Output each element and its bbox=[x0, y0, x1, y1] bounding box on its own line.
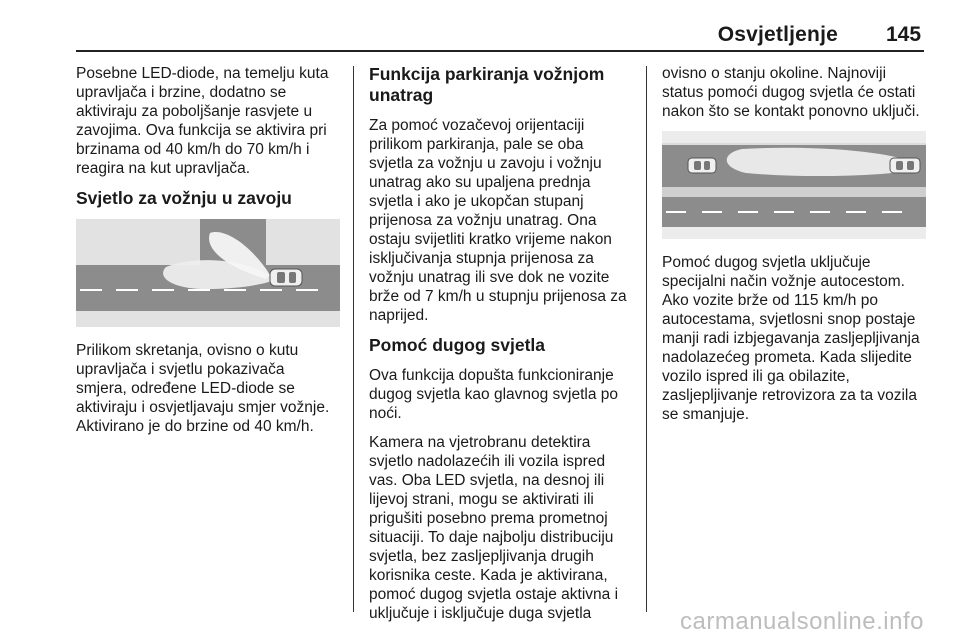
paragraph-cornering-intro: Posebne LED-diode, na temelju kuta upravljača i brzine, dodatno se aktiviraju za poboljšanje rasvjete u zavojima. Ova funkcija se aktivira pri brzinama od 40 km/h do 70 km/h i reagira na kut upravljača. bbox=[76, 65, 329, 177]
heading-reverse-parking: Funkcija parkiranja vožnjom unatrag bbox=[369, 64, 605, 105]
turning-light-illustration bbox=[76, 219, 340, 327]
motorway-mode-illustration bbox=[662, 131, 926, 239]
paragraph-camera-detection: Kamera na vjetrobranu detektira svjetlo nadolazećih ili vozila ispred vas. Oba LED svjetla, na desnoj ili lijevoj strani, mogu se aktivirati ili prigušiti posebno prema prometnoj situaciji. To daje najbolju distribuciju svjetla, bez zasljepljivanja drugih korisnika ceste. Kada je aktivirana, pomoć dugog svjetla ostaje aktivna i uključuje i isključuje duga svjetla bbox=[369, 434, 619, 622]
heading-turning-light: Svjetlo za vožnju u zavoju bbox=[76, 188, 292, 208]
heading-high-beam-assist: Pomoć dugog svjetla bbox=[369, 335, 545, 355]
paragraph-turning-light: Prilikom skretanja, ovisno o kutu upravljača i svjetlu pokazivača smjera, određene LED-diode se aktiviraju i osvjetljavaju smjer vožnje. Aktivirano je do brzine od 40 km/h. bbox=[76, 342, 330, 435]
watermark: carmanualsonline.info bbox=[680, 608, 924, 635]
header-rule bbox=[76, 50, 924, 52]
paragraph-motorway-mode: Pomoć dugog svjetla uključuje specijalni način vožnje autocestom. Ako vozite brže od 115 km/h po autocestama, svjetlosni snop postaje manji radi izbjegavanja zasljepljivanja nadolazećeg prometa. Kada slijedite vozilo ispred ili ga obilazite, zasljepljivanje retrovizora za ta vozila se smanjuje. bbox=[662, 254, 920, 423]
column-1 bbox=[76, 64, 348, 446]
paragraph-high-beam-intro: Ova funkcija dopušta funkcioniranje dugog svjetla kao glavnog svjetla po noći. bbox=[369, 367, 619, 422]
column-3 bbox=[662, 64, 934, 434]
paragraph-reverse-parking: Za pomoć vozačevoj orijentaciji prilikom parkiranja, pale se oba svjetla za vožnju u zavoju i vožnju unatrag ako su upaljena prednja svjetla i ako je ukopčan stupanj prijenosa za vožnju unatrag. Ona ostaju svijetliti kratko vrijeme nakon isključivanja stupnja prijenosa za vožnju unatrag ili sve dok ne vozite brže od 7 km/h u stupnju prijenosa za naprijed. bbox=[369, 117, 627, 324]
column-divider-2 bbox=[646, 66, 647, 612]
column-2 bbox=[369, 64, 641, 633]
paragraph-status-retained: ovisno o stanju okoline. Najnoviji status pomoći dugog svjetla će ostati nakon što se kontakt ponovno uključi. bbox=[662, 65, 920, 120]
column-divider-1 bbox=[353, 66, 354, 612]
page-number: 145 bbox=[886, 23, 922, 46]
page-header-title: Osvjetljenje bbox=[717, 23, 838, 46]
